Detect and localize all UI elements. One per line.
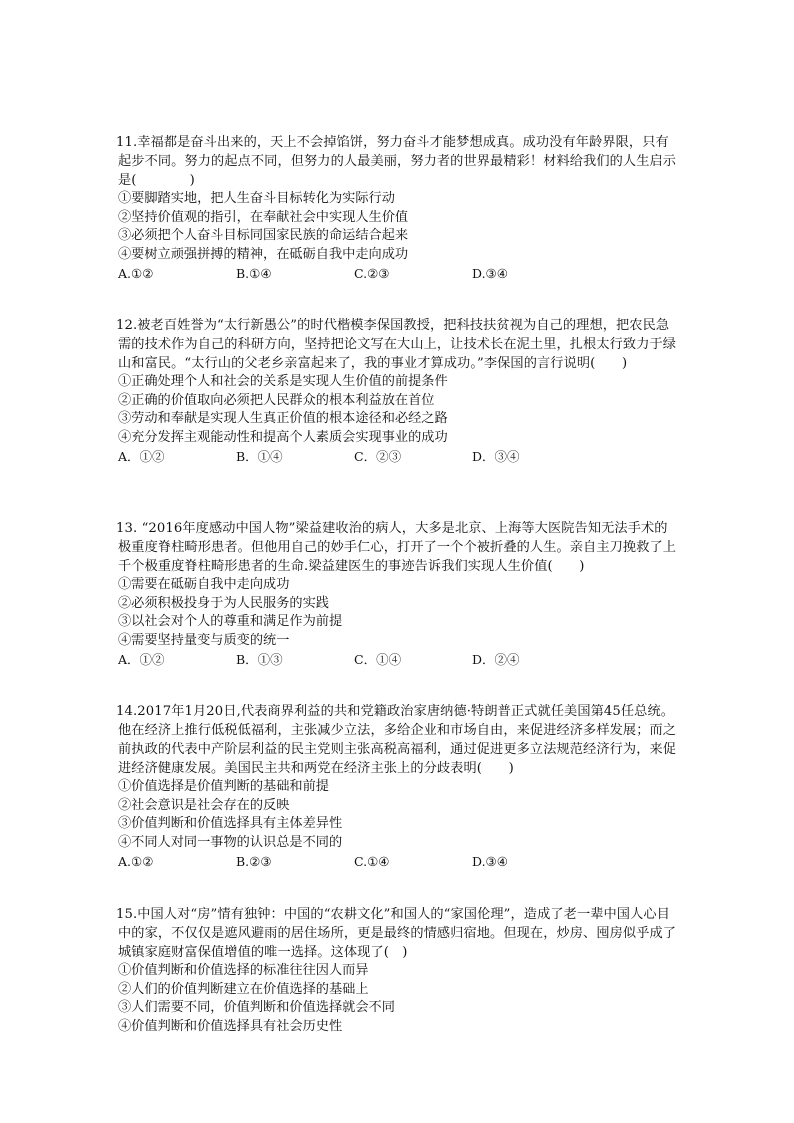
- answer-option: B.①④: [236, 266, 272, 282]
- answer-option: C．②③: [354, 449, 402, 465]
- answer-options: [118, 264, 678, 283]
- statement-item: ④不同人对同一事物的认识总是不同的: [118, 834, 343, 850]
- statement-item: ②社会意识是社会存在的反映: [118, 797, 290, 813]
- answer-option: A.①②: [118, 266, 154, 282]
- question-stem: 14.2017年1月20日,代表商界利益的共和党籍政治家唐纳德·特朗普正式就任美国第45任总统。他在经济上推行低税低福利，主张减少立法，多给企业和市场自由，来促进经济多样发展；而之前执政的代表中产阶层利益的民主党则主张高税高福利，通过促进更多立法规范经济行为，来促进经济健康发展。美国民主共和两党在经济主张上的分歧表明( ): [116, 704, 677, 776]
- answer-options: [118, 650, 678, 669]
- question-12: [118, 316, 678, 466]
- answer-option: D.③④: [472, 266, 508, 282]
- statement-item: ③价值判断和价值选择具有主体差异性: [118, 816, 343, 832]
- statement-item: ③人们需要不同，价值判断和价值选择就会不同: [118, 1000, 395, 1016]
- question-13: [118, 519, 678, 669]
- answer-option: D．②④: [472, 652, 520, 668]
- statement-item: ②人们的价值判断建立在价值选择的基础上: [118, 981, 369, 997]
- answer-option: B.②③: [236, 854, 272, 870]
- statement-item: ③劳动和奉献是实现人生真正价值的根本途径和必经之路: [118, 411, 448, 427]
- statement-item: ④需要坚持量变与质变的统一: [118, 632, 290, 648]
- answer-options: [118, 852, 678, 871]
- answer-option: C．①④: [354, 652, 402, 668]
- answer-option: D．③④: [472, 449, 520, 465]
- answer-option: B．①③: [236, 652, 283, 668]
- answer-option: A．①②: [118, 652, 165, 668]
- question-11: [118, 133, 678, 283]
- answer-option: C.②③: [354, 266, 390, 282]
- statement-item: ④价值判断和价值选择具有社会历史性: [118, 1018, 343, 1034]
- answer-option: A.①②: [118, 854, 154, 870]
- statement-item: ①正确处理个人和社会的关系是实现人生价值的前提条件: [118, 374, 448, 389]
- question-14: [118, 702, 678, 871]
- question-stem: 11.幸福都是奋斗出来的，天上不会掉馅饼，努力奋斗才能梦想成真。成功没有年龄界限，只有起步不同。努力的起点不同，但努力的人最美丽，努力者的世界最精彩！材料给我们的人生启示是( ): [116, 135, 677, 188]
- statement-item: ③必须把个人奋斗目标同国家民族的命运结合起来: [118, 228, 409, 244]
- answer-options: [118, 447, 678, 466]
- question-stem: 12.被老百姓誉为“太行新愚公”的时代楷模李保国教授，把科技扶贫视为自己的理想，把农民急需的技术作为自己的科研方向，坚持把论文写在大山上，让技术长在泥土里，扎根太行致力于绿山和富民。“太行山的父老乡亲富起来了，我的事业才算成功。”李保国的言行说明( ): [116, 318, 677, 371]
- answer-option: A．①②: [118, 449, 165, 465]
- statement-item: ②必须积极投身于为人民服务的实践: [118, 595, 329, 611]
- statement-item: ③以社会对个人的尊重和满足作为前提: [118, 614, 343, 630]
- statement-item: ①需要在砥砺自我中走向成功: [118, 577, 290, 592]
- question-stem: 15.中国人对“房”情有独钟：中国的“农耕文化”和国人的“家国伦理”，造成了老一辈中国人心目中的家，不仅仅是遮风避雨的居住场所，更是最终的情感归宿地。但现在，炒房、囤房似乎成了城镇家庭财富保值增值的唯一选择。这体现了( ): [116, 907, 677, 960]
- answer-option: D.③④: [472, 854, 508, 870]
- statement-item: ②坚持价值观的指引，在奉献社会中实现人生价值: [118, 209, 409, 225]
- statement-item: ①价值选择是价值判断的基础和前提: [118, 779, 329, 794]
- answer-option: B．①④: [236, 449, 283, 465]
- statement-item: ①价值判断和价值选择的标准往往因人而异: [118, 963, 369, 978]
- question-15: [118, 905, 678, 1036]
- statement-item: ④充分发挥主观能动性和提高个人素质会实现事业的成功: [118, 429, 448, 445]
- statement-item: ④要树立顽强拼搏的精神，在砥砺自我中走向成功: [118, 246, 409, 262]
- statement-item: ②正确的价值取向必须把人民群众的根本利益放在首位: [118, 392, 435, 408]
- statement-item: ①要脚踏实地，把人生奋斗目标转化为实际行动: [118, 191, 395, 206]
- answer-option: C.①④: [354, 854, 390, 870]
- question-stem: 13. “2016年度感动中国人物”梁益建收治的病人，大多是北京、上海等大医院告知无法手术的极重度脊柱畸形患者。但他用自己的妙手仁心，打开了一个个被折叠的人生。亲自主刀挽救了上千个极重度脊柱畸形患者的生命.梁益建医生的事迹告诉我们实现人生价值( ): [116, 521, 677, 574]
